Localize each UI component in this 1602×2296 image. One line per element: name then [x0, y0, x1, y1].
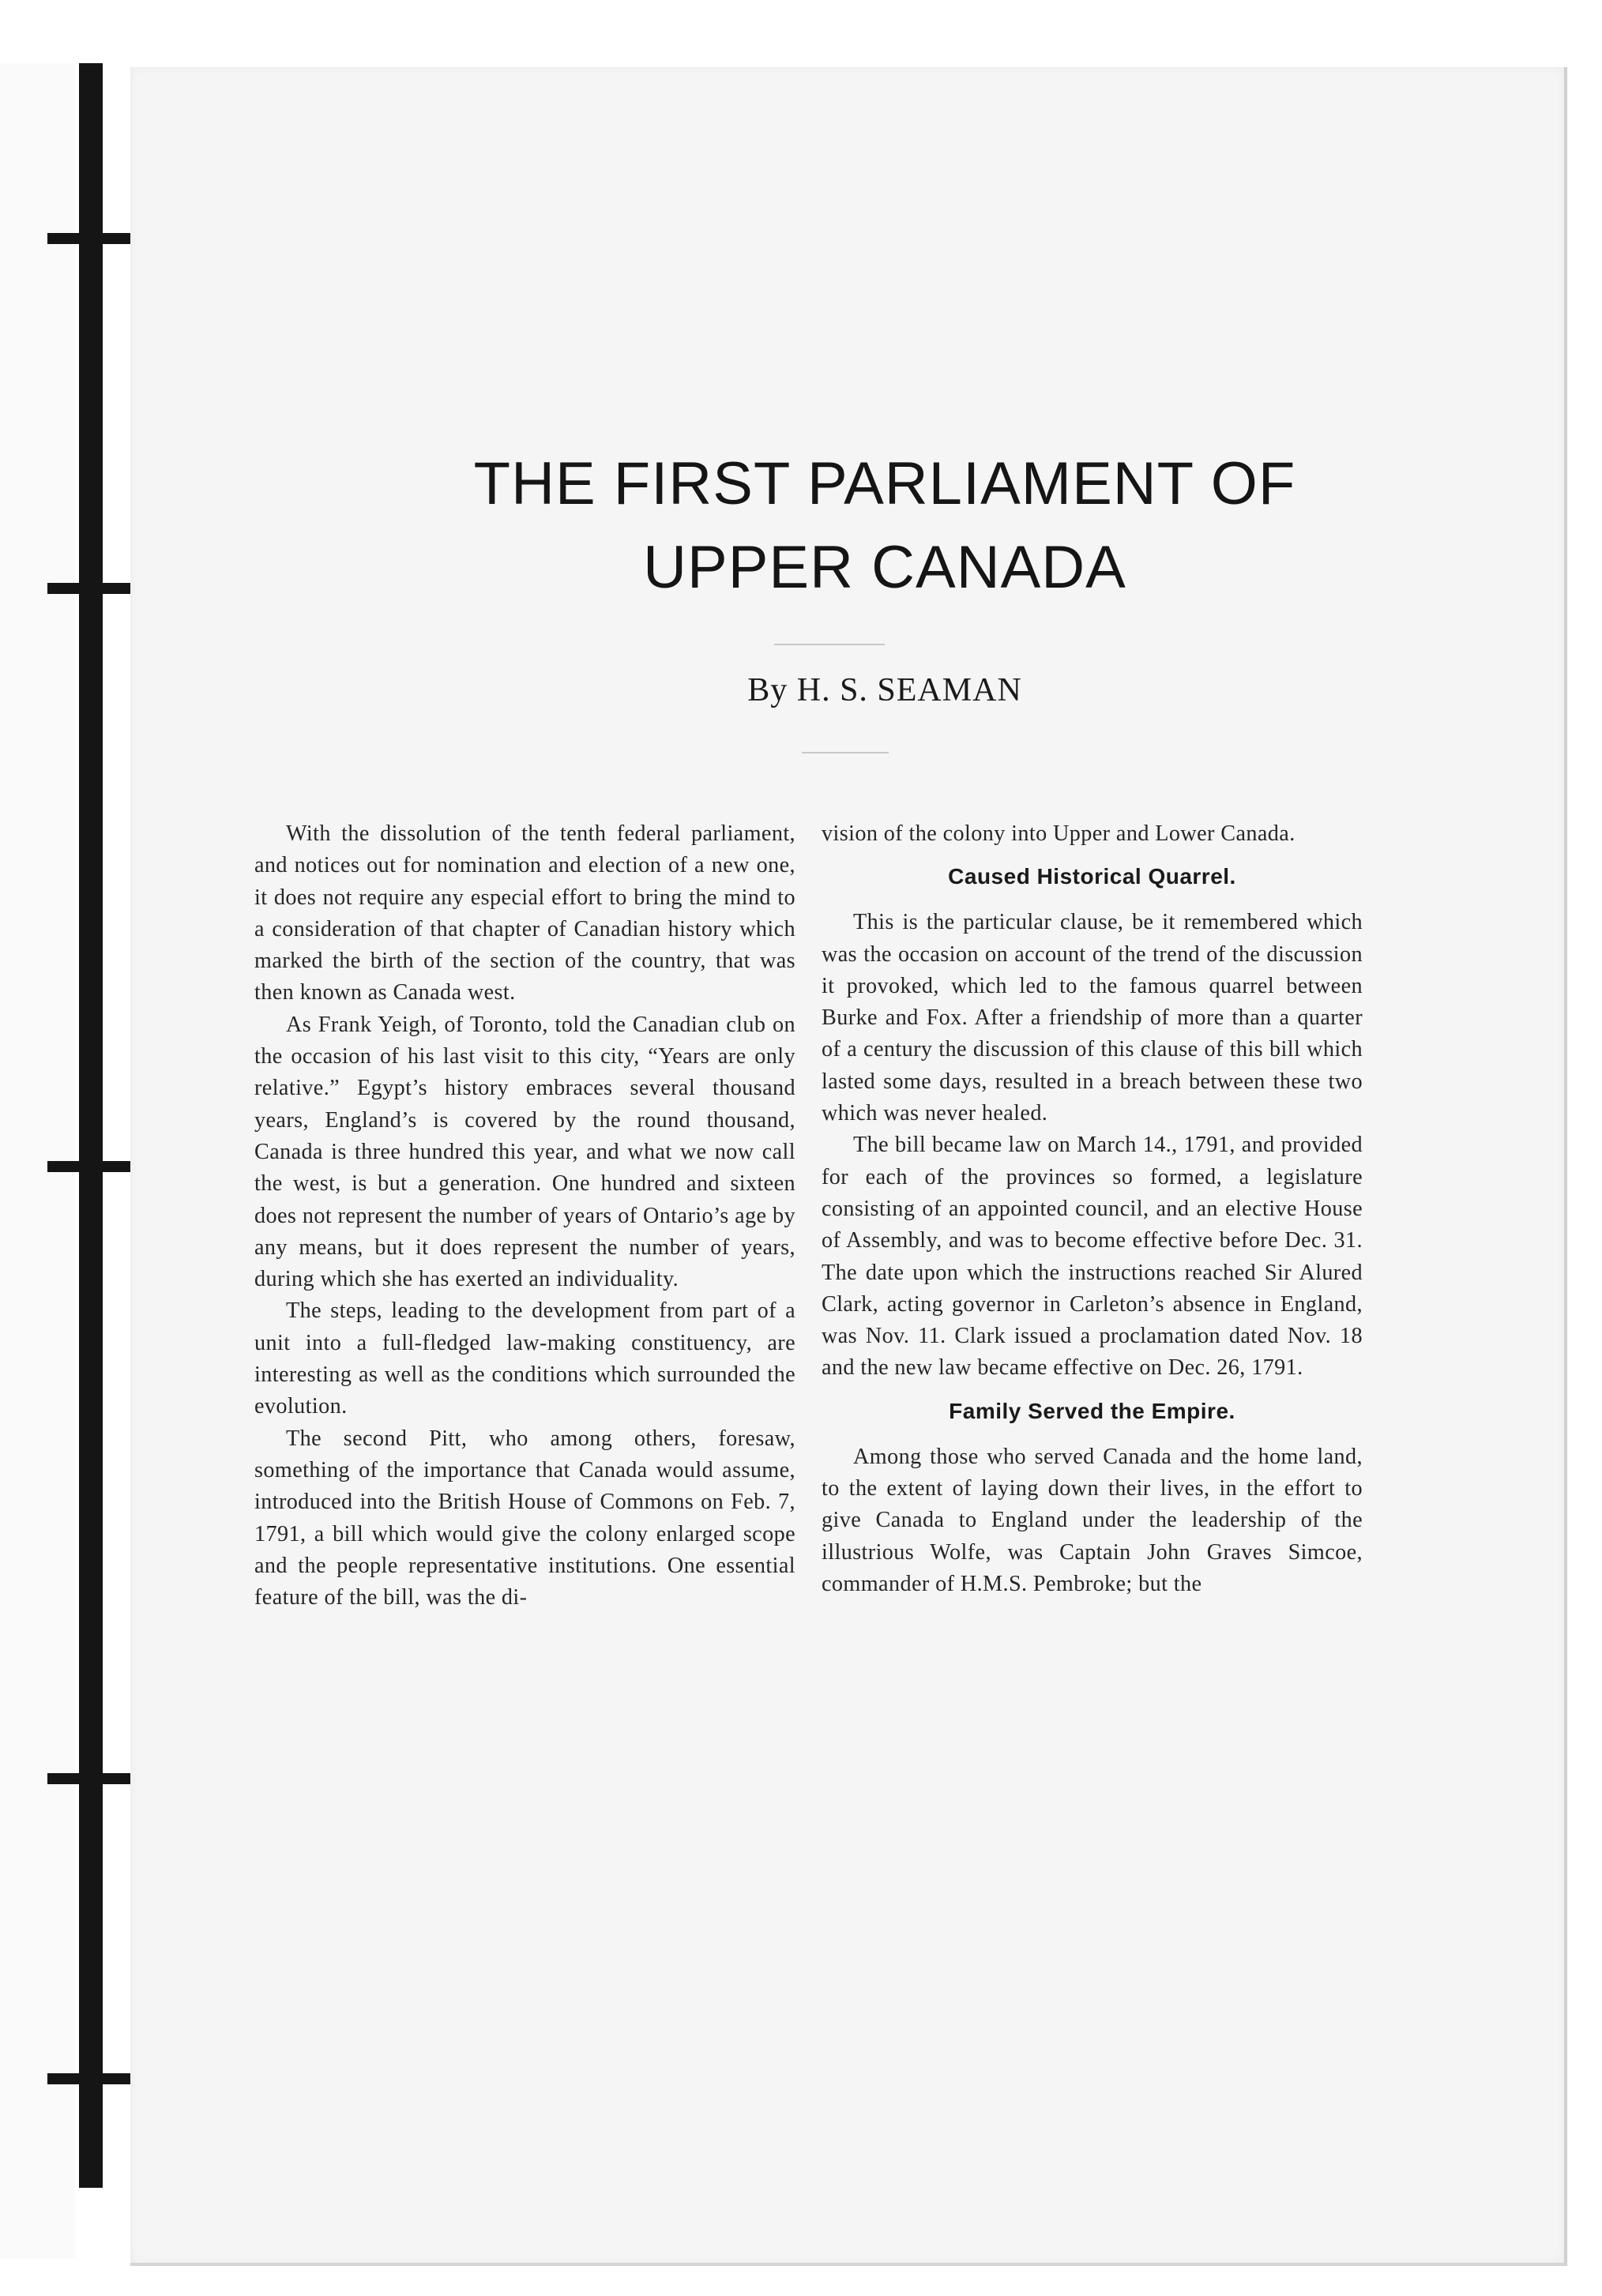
- byline-divider: [802, 752, 889, 753]
- paragraph: This is the particular clause, be it remembered which was the occasion on account of the trend of the discussion it provoked, which led to the famous quarrel between Burke and Fox. After a friendship of more than a quarter of a century the discussion of this clause of this bill which lasted some days, resulted in a breach between these two which was never healed.: [822, 910, 1363, 1126]
- binding-clip: [47, 1773, 133, 1784]
- text-column-right: [822, 818, 1363, 1600]
- section-heading: Caused Historical Quarrel.: [948, 864, 1236, 889]
- title-divider: [774, 644, 885, 645]
- paragraph: As Frank Yeigh, of Toronto, told the Canadian club on the occasion of his last visit to this city, “Years are only relative.” Egypt’s history embraces several thousand years, England’s is covered by the round thousand, Canada is three hundred this year, and what we now call the west, is but a generation. One hundred and sixteen does not represent the number of years of Ontario’s age by any means, but it does represent the number of years, during which she has exerted an individuality.: [254, 1012, 795, 1292]
- paragraph: The second Pitt, who among others, foresaw, something of the importance that Canada would assume, introduced into the British House of Commons on Feb. 7, 1791, a bill which would give the colony enlarged scope and the people representative institutions. One essential feature of the bill, was the di-: [254, 1426, 795, 1610]
- title-line-2: UPPER CANADA: [643, 534, 1126, 601]
- binding-clip: [47, 1161, 133, 1172]
- binding-clip: [47, 233, 133, 244]
- article-title: [316, 442, 1453, 610]
- paragraph-continuation: vision of the colony into Upper and Lower Canada.: [822, 821, 1296, 846]
- book-binding: [79, 63, 103, 2188]
- title-line-1: THE FIRST PARLIAMENT OF: [473, 450, 1296, 517]
- paragraph: The bill became law on March 14., 1791, and provided for each of the provinces so formed, a legislature consisting of an appointed council, and an elective House of Assembly, and was to become effective before Dec. 31. The date upon which the instructions reached Sir Alured Clark, acting governor in Carleton’s absence in England, was Nov. 11. Clark issued a proclamation dated Nov. 18 and the new law became effective on Dec. 26, 1791.: [822, 1133, 1363, 1381]
- paragraph: Among those who served Canada and the home land, to the extent of laying down their lives, in the effort to give Canada to England under the leadership of the illustrious Wolfe, was Captain John Graves Simcoe, commander of H.M.S. Pembroke; but the: [822, 1444, 1363, 1596]
- binding-clip: [47, 2073, 133, 2084]
- paragraph: The steps, leading to the development from part of a unit into a full-fledged law-making constituency, are interesting as well as the conditions which surrounded the evolution.: [254, 1298, 795, 1419]
- paragraph: With the dissolution of the tenth federal parliament, and notices out for nomination and election of a new one, it does not require any especial effort to bring the mind to a consideration of that chapter of Canadian history which marked the birth of the section of the country, that was then known as Canada west.: [254, 821, 795, 1005]
- binding-clip: [47, 583, 133, 594]
- section-heading: Family Served the Empire.: [949, 1398, 1235, 1423]
- byline: By H. S. SEAMAN: [747, 672, 1022, 708]
- text-column-left: [254, 818, 795, 1614]
